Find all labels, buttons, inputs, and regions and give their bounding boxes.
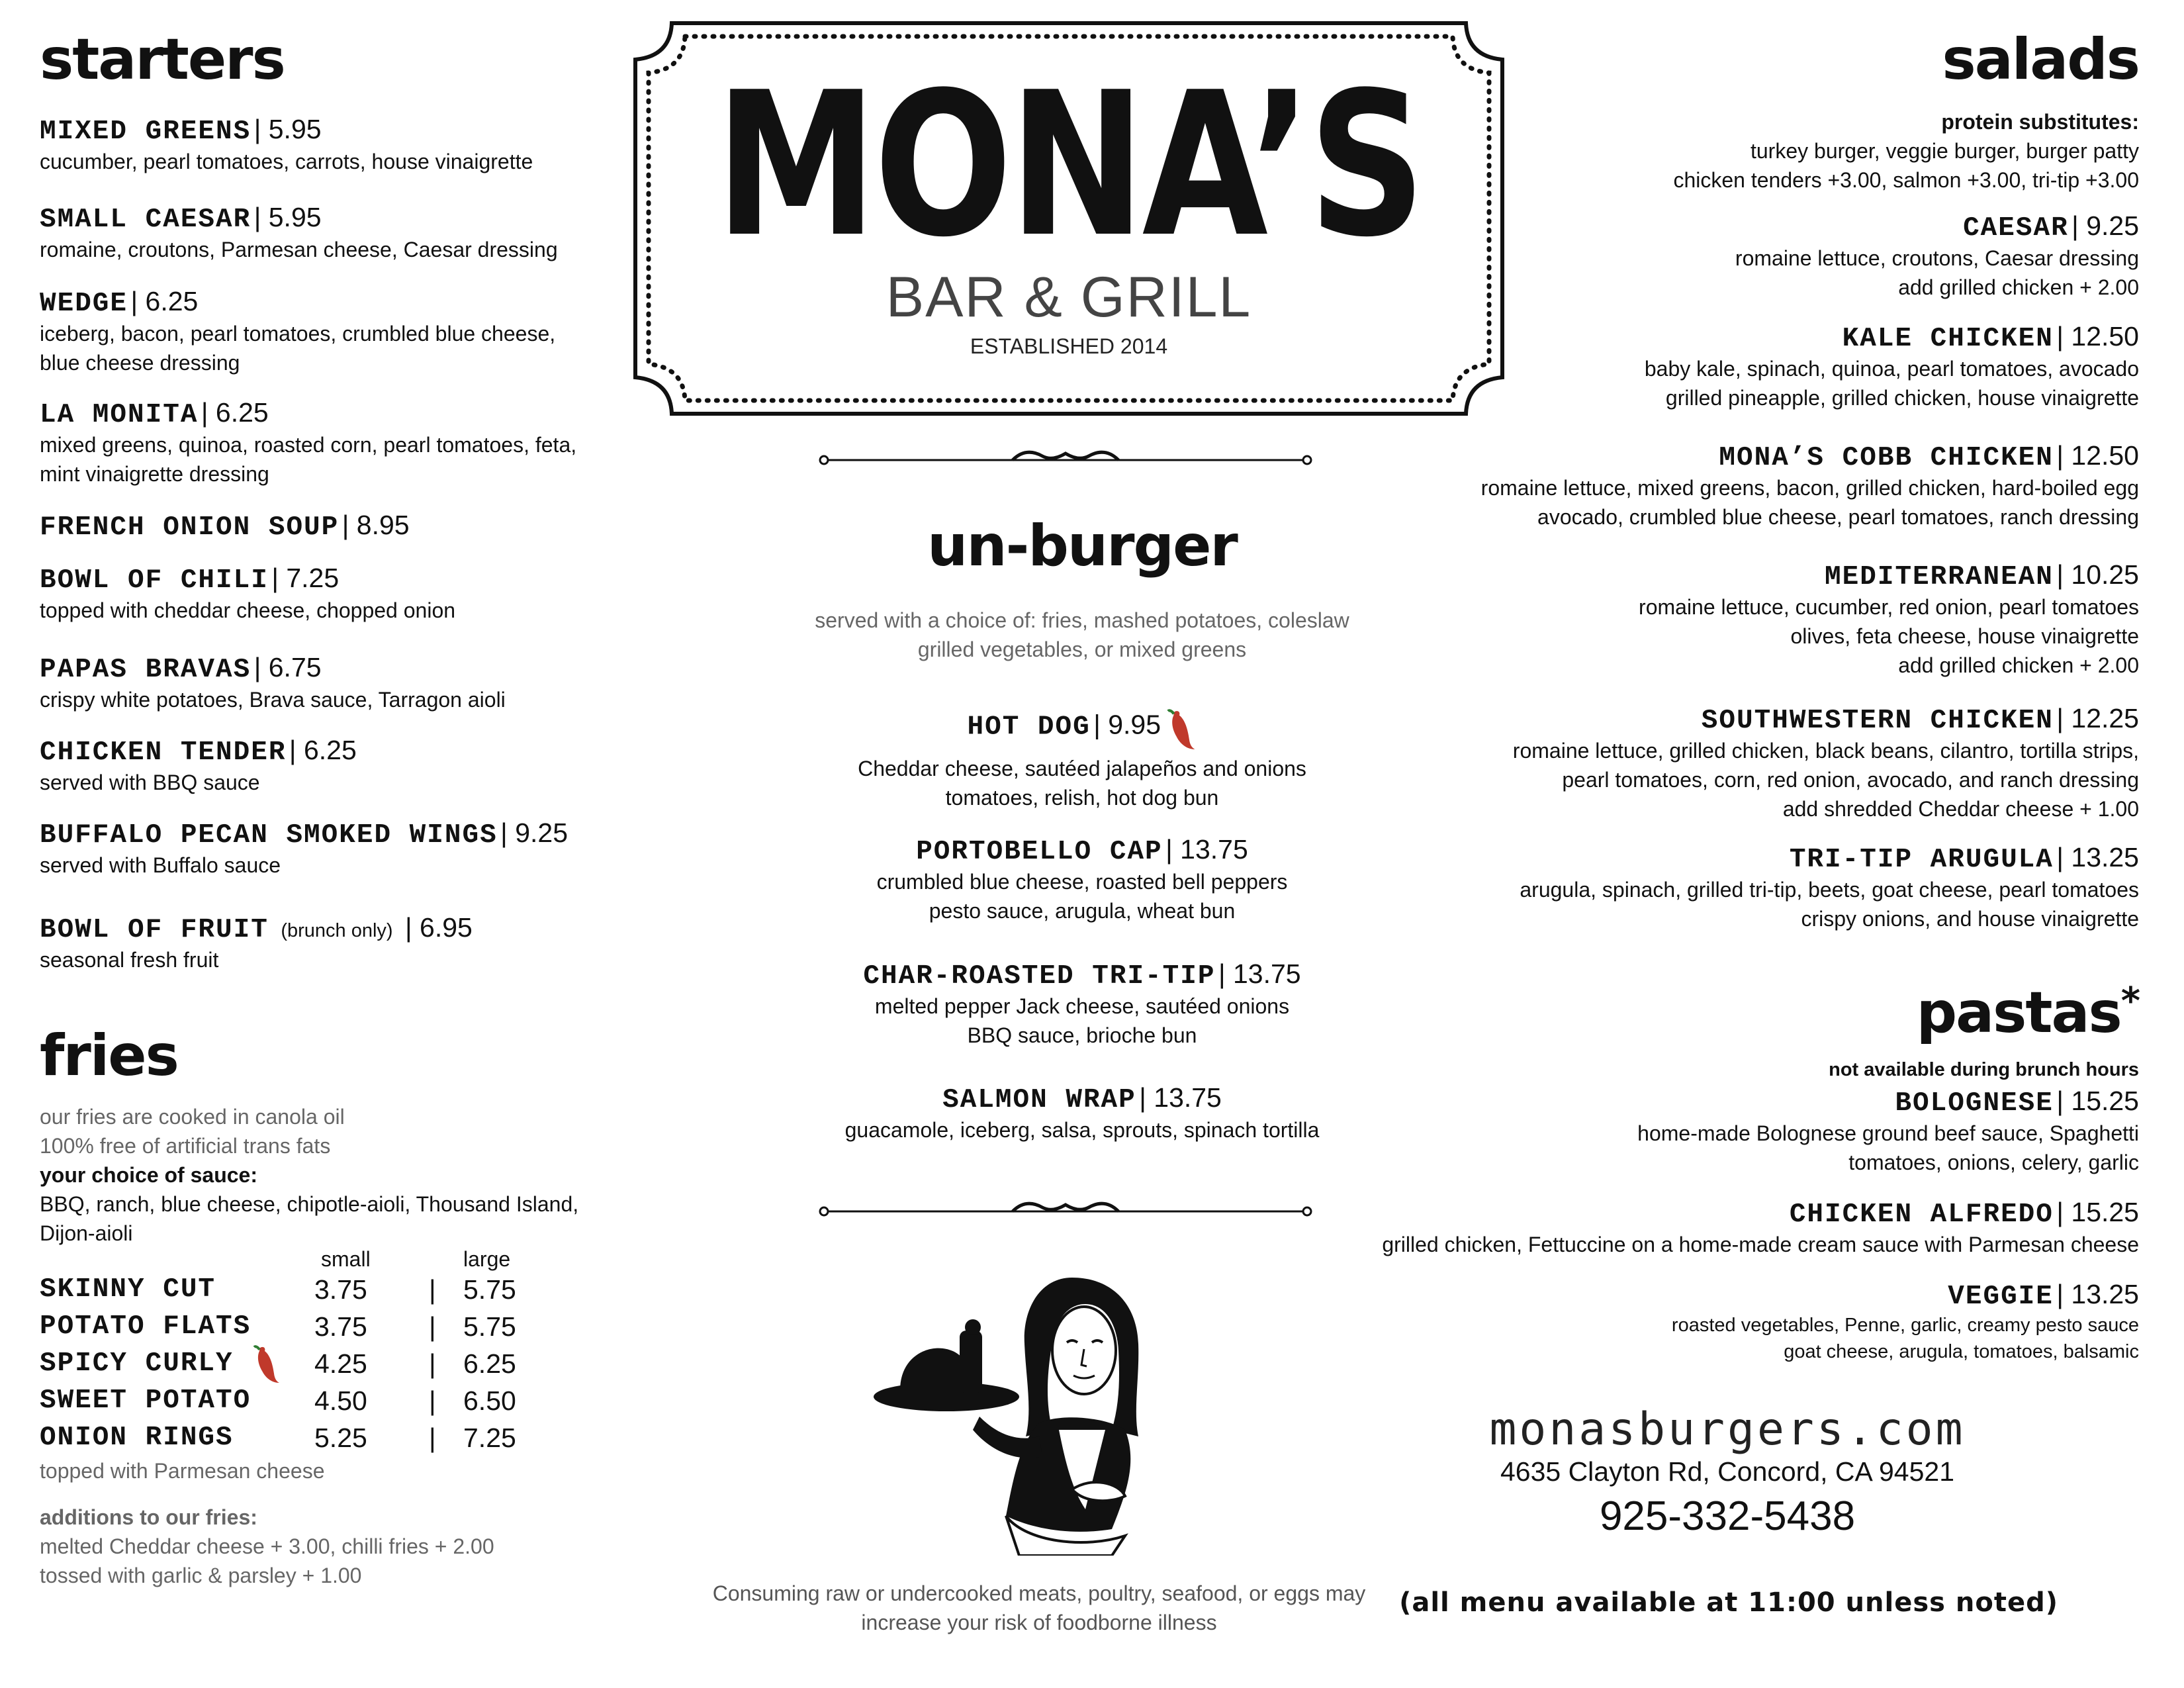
fries-heading: fries bbox=[40, 1023, 178, 1089]
sauce-list: BBQ, ranch, blue cheese, chipotle-aioli, Thousand Island, bbox=[40, 1192, 579, 1216]
menu-availability-note: (all menu available at 11:00 unless noted) bbox=[1399, 1587, 2058, 1618]
menu-item bbox=[40, 114, 533, 176]
fries-name: SKINNY CUT bbox=[40, 1274, 216, 1305]
item-desc: topped with cheddar cheese, chopped onion bbox=[40, 598, 456, 622]
item-price: | 15.25 bbox=[2056, 1086, 2139, 1116]
item-desc: goat cheese, arugula, tomatoes, balsamic bbox=[1784, 1341, 2139, 1362]
unburger-heading: un-burger bbox=[927, 513, 1237, 579]
chili-pepper-icon bbox=[250, 1344, 281, 1387]
fries-row bbox=[40, 1423, 635, 1458]
item-name: SMALL CAESAR bbox=[40, 205, 251, 235]
item-price: | 13.25 bbox=[2056, 842, 2139, 872]
item-price: | 15.25 bbox=[2056, 1197, 2139, 1227]
menu-item bbox=[1735, 211, 2139, 302]
item-name: TRI-TIP ARUGULA bbox=[1789, 845, 2054, 875]
item-name: MEDITERRANEAN bbox=[1825, 562, 2054, 592]
item-name: PORTOBELLO CAP bbox=[916, 837, 1163, 867]
item-price: | 9.95 bbox=[1093, 709, 1161, 740]
fries-row bbox=[40, 1311, 635, 1347]
item-name: MONA’S COBB CHICKEN bbox=[1719, 443, 2054, 473]
protein-line: chicken tenders +3.00, salmon +3.00, tri-tip +3.00 bbox=[1673, 168, 2139, 192]
menu-item bbox=[1645, 321, 2139, 412]
item-desc: mint vinaigrette dressing bbox=[40, 462, 269, 486]
item-desc: roasted vegetables, Penne, garlic, creamy pesto sauce bbox=[1671, 1315, 2139, 1336]
menu-item bbox=[40, 202, 558, 264]
menu-item bbox=[715, 834, 1449, 925]
logo-subtitle: BAR & GRILL bbox=[886, 265, 1252, 329]
item-desc: romaine lettuce, mixed greens, bacon, grilled chicken, hard-boiled egg bbox=[1480, 476, 2139, 500]
item-price: | 13.75 bbox=[1218, 959, 1301, 989]
item-desc: olives, feta cheese, house vinaigrette bbox=[1790, 624, 2139, 648]
item-price: | 6.25 bbox=[130, 286, 199, 316]
item-desc: guacamole, iceberg, salsa, sprouts, spinach tortilla bbox=[844, 1118, 1320, 1142]
fries-sep: | bbox=[429, 1348, 436, 1379]
item-desc: pearl tomatoes, corn, red onion, avocado, and ranch dressing bbox=[1562, 768, 2139, 792]
menu-item bbox=[715, 1082, 1449, 1145]
logo-established: ESTABLISHED 2014 bbox=[970, 334, 1168, 358]
item-name: BOLOGNESE bbox=[1895, 1088, 2054, 1119]
unburger-intro-line: served with a choice of: fries, mashed potatoes, coleslaw bbox=[815, 608, 1349, 632]
phone-number[interactable]: 925-332-5438 bbox=[1599, 1493, 1856, 1539]
ornament-divider bbox=[814, 1198, 1317, 1225]
item-desc: crispy white potatoes, Brava sauce, Tarragon aioli bbox=[40, 688, 506, 712]
item-desc: romaine, croutons, Parmesan cheese, Caesar dressing bbox=[40, 238, 558, 261]
item-desc: seasonal fresh fruit bbox=[40, 948, 219, 972]
fries-name: SPICY CURLY bbox=[40, 1348, 234, 1379]
mona-lisa-waitress-illustration bbox=[874, 1264, 1244, 1556]
fries-small-price: 3.75 bbox=[314, 1274, 367, 1305]
pastas-heading: pastas bbox=[1916, 980, 2121, 1046]
item-name: VEGGIE bbox=[1948, 1282, 2054, 1312]
item-name: BUFFALO PECAN SMOKED WINGS bbox=[40, 820, 498, 851]
menu-item bbox=[40, 286, 555, 377]
item-price: | 12.50 bbox=[2056, 321, 2139, 352]
starters-heading: starters bbox=[40, 26, 285, 93]
menu-item bbox=[715, 708, 1449, 812]
item-price: | 9.25 bbox=[2071, 211, 2139, 241]
menu-item bbox=[40, 563, 455, 625]
menu-item bbox=[40, 510, 410, 543]
additions-line: melted Cheddar cheese + 3.00, chilli fries + 2.00 bbox=[40, 1534, 494, 1558]
unburger-intro-line: grilled vegetables, or mixed greens bbox=[917, 637, 1247, 661]
fries-small-price: 4.50 bbox=[314, 1385, 367, 1416]
menu-item bbox=[1513, 703, 2139, 823]
fries-sep: | bbox=[429, 1274, 436, 1305]
item-name: CHICKEN TENDER bbox=[40, 737, 287, 768]
menu-item bbox=[1382, 1197, 2139, 1259]
item-price: | 8.95 bbox=[341, 510, 410, 540]
item-desc: home-made Bolognese ground beef sauce, Spaghetti bbox=[1637, 1121, 2139, 1145]
fries-sep: | bbox=[429, 1385, 436, 1416]
fries-row bbox=[40, 1274, 635, 1310]
item-name: WEDGE bbox=[40, 289, 128, 319]
item-name: LA MONITA bbox=[40, 400, 199, 430]
fries-large-price: 7.25 bbox=[463, 1423, 516, 1453]
item-price: | 7.25 bbox=[271, 563, 340, 593]
menu-item bbox=[40, 397, 576, 489]
fries-small-price: 4.25 bbox=[314, 1348, 367, 1379]
item-desc: BBQ sauce, brioche bun bbox=[967, 1023, 1197, 1047]
disclaimer-line: Consuming raw or undercooked meats, poultry, seafood, or eggs may bbox=[712, 1581, 1366, 1605]
menu-item bbox=[1520, 842, 2139, 933]
protein-substitutes bbox=[1312, 107, 2139, 195]
chili-pepper-icon bbox=[1163, 708, 1197, 754]
sauce-list: Dijon-aioli bbox=[40, 1221, 133, 1245]
item-name: MIXED GREENS bbox=[40, 117, 251, 147]
item-note: (brunch only) bbox=[281, 920, 393, 941]
item-name: SOUTHWESTERN CHICKEN bbox=[1701, 706, 2054, 736]
item-price: | 12.50 bbox=[2056, 440, 2139, 471]
item-desc: crispy onions, and house vinaigrette bbox=[1801, 907, 2139, 931]
menu-item bbox=[1672, 1279, 2139, 1365]
fries-row bbox=[40, 1348, 635, 1384]
sauce-label: your choice of sauce: bbox=[40, 1163, 257, 1187]
item-name: HOT DOG bbox=[967, 712, 1091, 743]
item-desc: iceberg, bacon, pearl tomatoes, crumbled blue cheese, bbox=[40, 322, 556, 346]
item-name: CHAR-ROASTED TRI-TIP bbox=[863, 961, 1216, 992]
additions-label: additions to our fries: bbox=[40, 1505, 257, 1529]
item-desc: mixed greens, quinoa, roasted corn, pearl tomatoes, feta, bbox=[40, 433, 577, 457]
pastas-heading-group bbox=[1917, 980, 2139, 1046]
fries-name: POTATO FLATS bbox=[40, 1311, 251, 1342]
item-desc: tomatoes, relish, hot dog bun bbox=[945, 786, 1219, 810]
salads-heading: salads bbox=[1942, 26, 2139, 93]
fries-name: SWEET POTATO bbox=[40, 1385, 251, 1416]
website-link[interactable]: monasburgers.com bbox=[1489, 1403, 1966, 1456]
item-name: BOWL OF FRUIT bbox=[40, 915, 269, 945]
col-small-label: small bbox=[321, 1247, 371, 1271]
unburger-intro bbox=[715, 606, 1449, 664]
fries-large-price: 6.50 bbox=[463, 1385, 516, 1416]
item-price: | 5.95 bbox=[253, 114, 322, 144]
item-price: | 5.95 bbox=[253, 202, 322, 232]
menu-item bbox=[715, 959, 1449, 1050]
pastas-asterisk: * bbox=[2120, 980, 2139, 1023]
item-price: | 6.25 bbox=[289, 735, 357, 765]
item-name: CAESAR bbox=[1963, 213, 2069, 244]
item-name: FRENCH ONION SOUP bbox=[40, 512, 340, 543]
additions-line: tossed with garlic & parsley + 1.00 bbox=[40, 1564, 362, 1587]
item-desc: romaine lettuce, cucumber, red onion, pearl tomatoes bbox=[1639, 595, 2139, 619]
menu-item bbox=[1639, 559, 2139, 680]
item-price: | 10.25 bbox=[2056, 559, 2139, 590]
item-price: | 13.25 bbox=[2056, 1279, 2139, 1309]
fries-name: ONION RINGS bbox=[40, 1423, 234, 1453]
item-desc: baby kale, spinach, quinoa, pearl tomatoes, avocado bbox=[1644, 357, 2139, 381]
fries-intro bbox=[40, 1102, 578, 1248]
item-desc: romaine lettuce, grilled chicken, black beans, cilantro, tortilla strips, bbox=[1512, 739, 2139, 763]
item-desc: cucumber, pearl tomatoes, carrots, house vinaigrette bbox=[40, 150, 533, 173]
menu-item bbox=[40, 818, 568, 880]
pastas-note: not available during brunch hours bbox=[1829, 1059, 2139, 1080]
disclaimer-line: increase your risk of foodborne illness bbox=[861, 1611, 1217, 1634]
item-name: KALE CHICKEN bbox=[1842, 324, 2054, 354]
item-price: | 6.25 bbox=[201, 397, 269, 428]
ornament-divider bbox=[814, 447, 1317, 473]
item-desc: grilled pineapple, grilled chicken, house vinaigrette bbox=[1665, 386, 2139, 410]
item-desc: add shredded Cheddar cheese + 1.00 bbox=[1782, 797, 2139, 821]
fries-intro-line: our fries are cooked in canola oil bbox=[40, 1105, 345, 1129]
menu-item bbox=[40, 735, 357, 797]
item-desc: romaine lettuce, croutons, Caesar dressing bbox=[1735, 246, 2139, 270]
item-desc: grilled chicken, Fettuccine on a home-made cream sauce with Parmesan cheese bbox=[1382, 1233, 2139, 1256]
fries-large-price: 6.25 bbox=[463, 1348, 516, 1379]
fries-sep: | bbox=[429, 1311, 436, 1342]
onion-note: topped with Parmesan cheese bbox=[40, 1459, 325, 1483]
item-desc: add grilled chicken + 2.00 bbox=[1898, 653, 2139, 677]
item-price: | 9.25 bbox=[500, 818, 569, 848]
item-name: PAPAS BRAVAS bbox=[40, 655, 251, 685]
fries-additions bbox=[40, 1503, 494, 1590]
fries-sep: | bbox=[429, 1423, 436, 1453]
protein-line: turkey burger, veggie burger, burger patty bbox=[1750, 139, 2139, 163]
fries-small-price: 5.25 bbox=[314, 1423, 367, 1453]
item-name: BOWL OF CHILI bbox=[40, 565, 269, 596]
item-desc: tomatoes, onions, celery, garlic bbox=[1848, 1150, 2139, 1174]
item-price: | 13.75 bbox=[1165, 834, 1248, 865]
item-name: CHICKEN ALFREDO bbox=[1789, 1199, 2054, 1230]
item-price: | 6.75 bbox=[253, 652, 322, 682]
fries-small-price: 3.75 bbox=[314, 1311, 367, 1342]
item-price: | 12.25 bbox=[2056, 703, 2139, 733]
menu-item bbox=[1481, 440, 2139, 532]
item-desc: melted pepper Jack cheese, sautéed onions bbox=[874, 994, 1290, 1018]
menu-item bbox=[40, 912, 473, 974]
item-price: | 6.95 bbox=[405, 912, 473, 943]
fries-intro-line: 100% free of artificial trans fats bbox=[40, 1134, 331, 1158]
food-safety-disclaimer bbox=[688, 1579, 1390, 1637]
protein-label: protein substitutes: bbox=[1941, 110, 2139, 134]
item-price: | 13.75 bbox=[1139, 1082, 1222, 1113]
item-desc: served with BBQ sauce bbox=[40, 771, 260, 794]
item-desc: Cheddar cheese, sautéed jalapeños and onions bbox=[858, 757, 1306, 780]
fries-large-price: 5.75 bbox=[463, 1311, 516, 1342]
fries-large-price: 5.75 bbox=[463, 1274, 516, 1305]
item-desc: pesto sauce, arugula, wheat bun bbox=[929, 899, 1236, 923]
menu-item bbox=[1637, 1086, 2139, 1177]
fries-table bbox=[40, 1274, 635, 1473]
item-name: SALMON WRAP bbox=[942, 1085, 1136, 1115]
address: 4635 Clayton Rd, Concord, CA 94521 bbox=[1500, 1456, 1955, 1487]
item-desc: served with Buffalo sauce bbox=[40, 853, 281, 877]
logo-title: MONA’S bbox=[715, 50, 1423, 281]
col-large-label: large bbox=[463, 1247, 511, 1271]
menu-item bbox=[40, 652, 506, 714]
item-desc: avocado, crumbled blue cheese, pearl tomatoes, ranch dressing bbox=[1537, 505, 2139, 529]
item-desc: crumbled blue cheese, roasted bell peppers bbox=[876, 870, 1288, 894]
item-desc: arugula, spinach, grilled tri-tip, beets, goat cheese, pearl tomatoes bbox=[1520, 878, 2139, 902]
item-desc: add grilled chicken + 2.00 bbox=[1898, 275, 2139, 299]
item-desc: blue cheese dressing bbox=[40, 351, 240, 375]
fries-row bbox=[40, 1385, 635, 1421]
